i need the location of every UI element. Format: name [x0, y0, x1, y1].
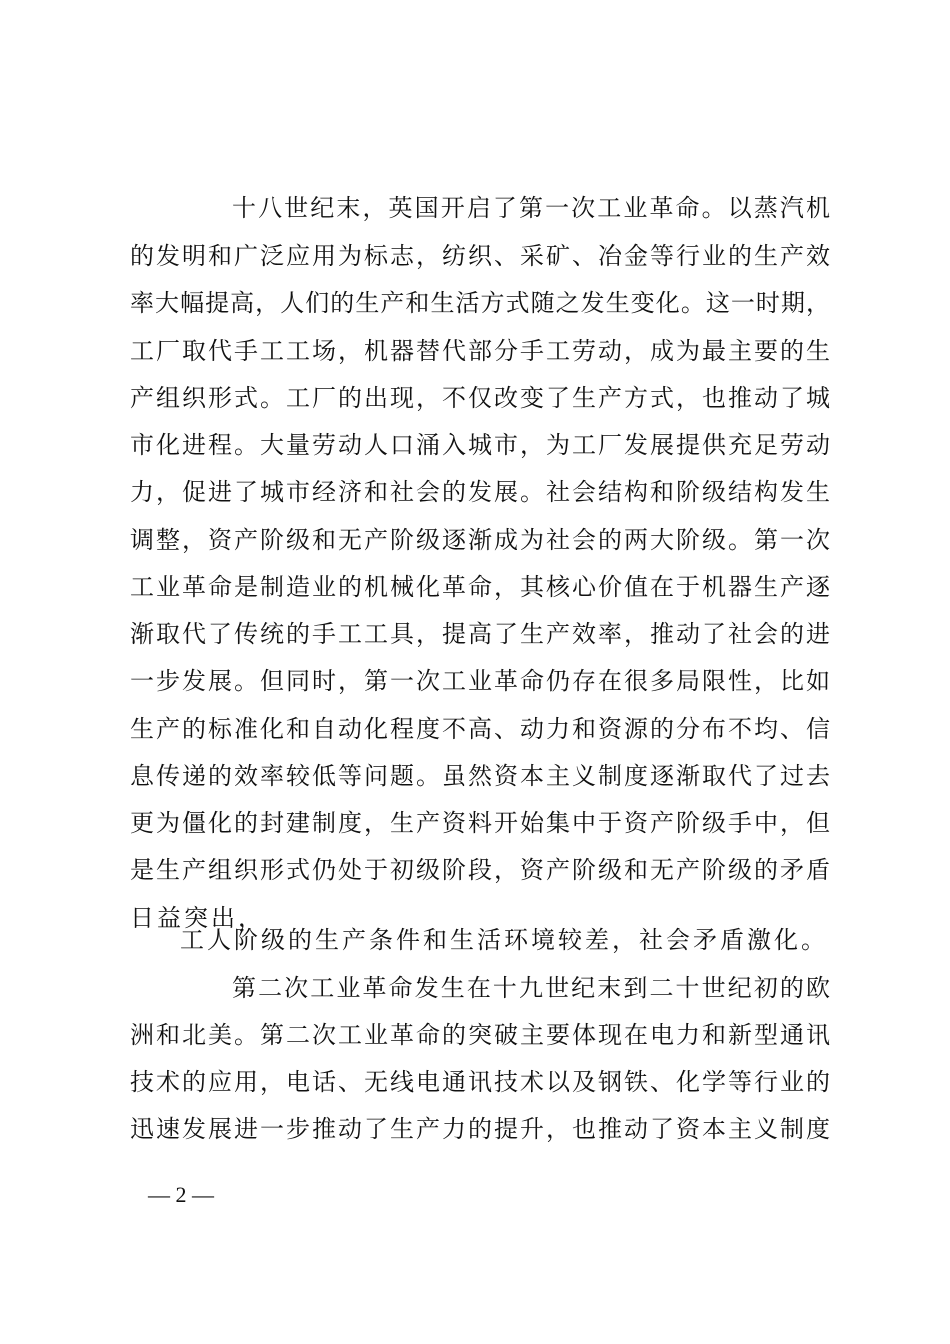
- paragraph-line: 渐取代了传统的手工工具，提高了生产效率，推动了社会的进: [130, 620, 830, 648]
- paragraph-line: 产组织形式。工厂的出现，不仅改变了生产方式，也推动了城: [130, 384, 830, 412]
- paragraph-line: 是生产组织形式仍处于初级阶段，资产阶级和无产阶级的矛盾: [130, 856, 830, 884]
- paragraph-line: 率大幅提高，人们的生产和生活方式随之发生变化。这一时期，: [130, 289, 830, 317]
- paragraph-line: 市化进程。大量劳动人口涌入城市，为工厂发展提供充足劳动: [130, 431, 830, 459]
- paragraph-line: 工厂取代手工工场，机器替代部分手工劳动，成为最主要的生: [130, 337, 830, 365]
- paragraph-line: 洲和北美。第二次工业革命的突破主要体现在电力和新型通讯: [130, 1021, 830, 1049]
- paragraph-line: 力，促进了城市经济和社会的发展。社会结构和阶级结构发生: [130, 478, 830, 506]
- paragraph-line: 日益突出，: [130, 904, 265, 932]
- paragraph-line: 一步发展。但同时，第一次工业革命仍存在很多局限性，比如: [130, 667, 830, 695]
- paragraph-line: 生产的标准化和自动化程度不高、动力和资源的分布不均、信: [130, 715, 830, 743]
- paragraph-line: 的发明和广泛应用为标志，纺织、采矿、冶金等行业的生产效: [130, 242, 830, 270]
- paragraph-line: 第二次工业革命发生在十九世纪末到二十世纪初的欧: [232, 974, 830, 1002]
- paragraph-line: 更为僵化的封建制度，生产资料开始集中于资产阶级手中，但: [130, 809, 830, 837]
- paragraph-line: 迅速发展进一步推动了生产力的提升，也推动了资本主义制度: [130, 1115, 830, 1143]
- paragraph-line: 调整，资产阶级和无产阶级逐渐成为社会的两大阶级。第一次: [130, 526, 830, 554]
- paragraph-line: 技术的应用，电话、无线电通讯技术以及钢铁、化学等行业的: [130, 1068, 830, 1096]
- paragraph-line: 十八世纪末，英国开启了第一次工业革命。以蒸汽机: [232, 194, 830, 222]
- paragraph-line: 息传递的效率较低等问题。虽然资本主义制度逐渐取代了过去: [130, 762, 830, 790]
- page-number: — 2 —: [148, 1182, 214, 1207]
- paragraph-line: 工业革命是制造业的机械化革命，其核心价值在于机器生产逐: [130, 573, 830, 601]
- paragraph-line: 工人阶级的生产条件和生活环境较差，社会矛盾激化。: [180, 926, 828, 954]
